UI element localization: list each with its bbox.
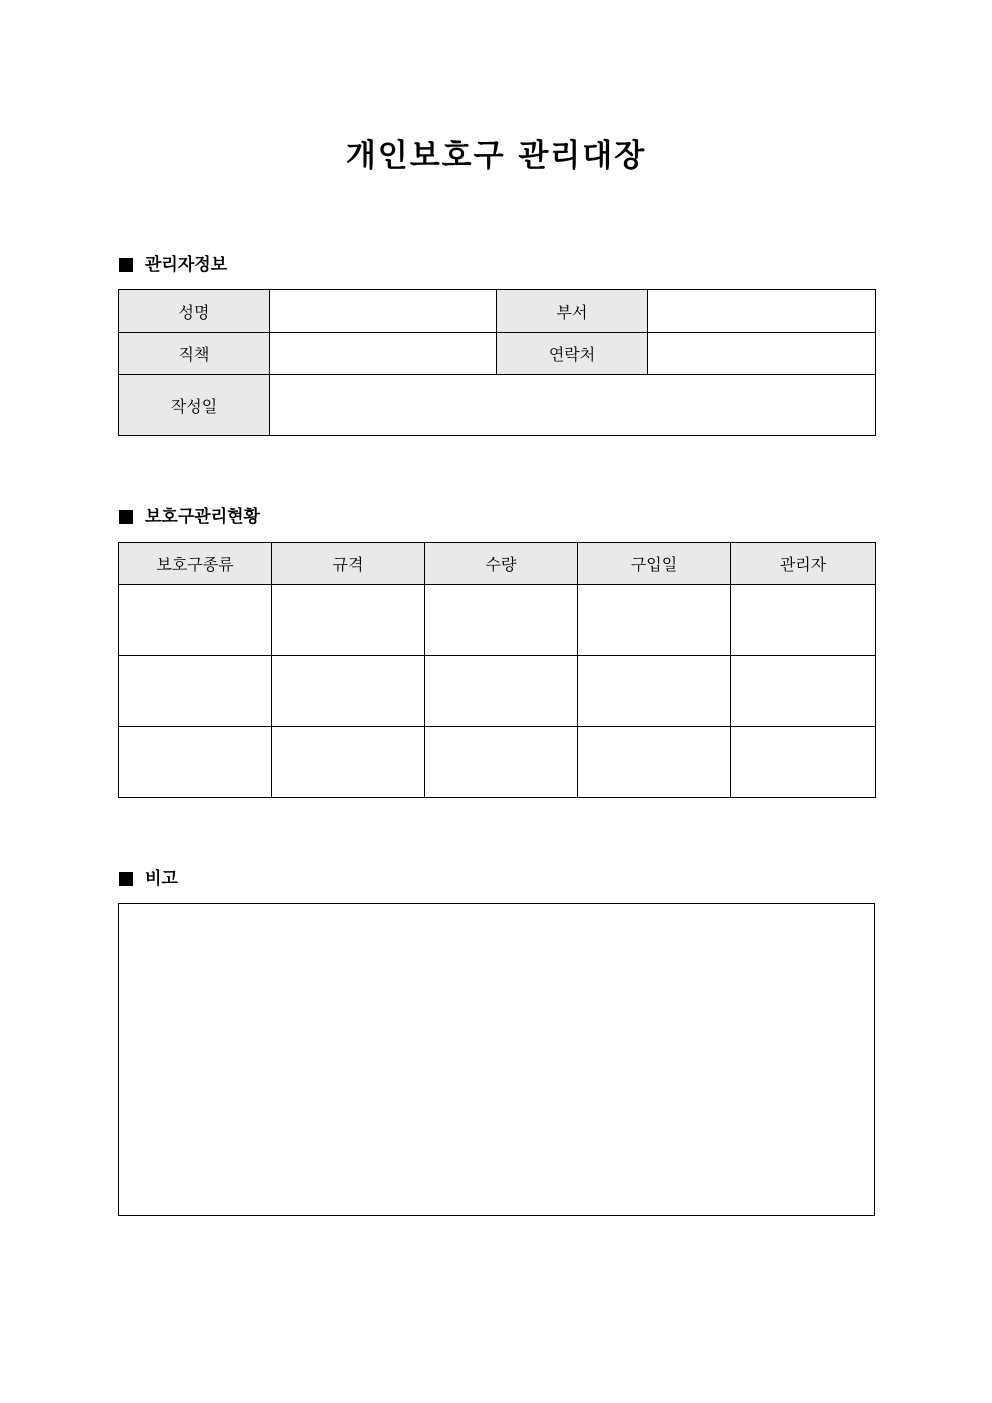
table-row <box>119 727 876 798</box>
table-cell[interactable] <box>119 656 272 727</box>
column-header-manager: 관리자 <box>731 543 876 585</box>
manager-info-heading-text: 관리자정보 <box>145 255 228 275</box>
position-field[interactable] <box>270 333 497 375</box>
equipment-status-heading-text: 보호구관리현황 <box>145 507 260 527</box>
table-cell[interactable] <box>272 585 425 656</box>
name-field[interactable] <box>270 290 497 333</box>
table-cell[interactable] <box>272 656 425 727</box>
square-bullet-icon <box>119 510 133 524</box>
remarks-field[interactable] <box>118 903 875 1216</box>
contact-field[interactable] <box>648 333 876 375</box>
square-bullet-icon <box>119 872 133 886</box>
column-header-spec: 규격 <box>272 543 425 585</box>
table-cell[interactable] <box>578 727 731 798</box>
equipment-status-table <box>118 542 876 798</box>
manager-info-table <box>118 289 876 436</box>
table-cell[interactable] <box>119 727 272 798</box>
table-cell[interactable] <box>731 727 876 798</box>
date-field[interactable] <box>270 375 876 436</box>
table-cell[interactable] <box>272 727 425 798</box>
column-header-quantity: 수량 <box>425 543 578 585</box>
date-label: 작성일 <box>119 375 270 436</box>
contact-label: 연락처 <box>497 333 648 375</box>
table-cell[interactable] <box>425 727 578 798</box>
table-cell[interactable] <box>731 585 876 656</box>
department-field[interactable] <box>648 290 876 333</box>
square-bullet-icon <box>119 258 133 272</box>
table-row <box>119 656 876 727</box>
department-label: 부서 <box>497 290 648 333</box>
table-row <box>119 585 876 656</box>
table-cell[interactable] <box>425 656 578 727</box>
table-cell[interactable] <box>731 656 876 727</box>
table-cell[interactable] <box>425 585 578 656</box>
equipment-status-heading <box>119 505 260 529</box>
table-cell[interactable] <box>578 656 731 727</box>
table-cell[interactable] <box>119 585 272 656</box>
position-label: 직책 <box>119 333 270 375</box>
remarks-heading <box>119 867 178 891</box>
document-title: 개인보호구 관리대장 <box>345 138 647 174</box>
manager-info-heading <box>119 253 227 277</box>
column-header-purchase-date: 구입일 <box>578 543 731 585</box>
table-cell[interactable] <box>578 585 731 656</box>
column-header-type: 보호구종류 <box>119 543 272 585</box>
remarks-heading-text: 비고 <box>145 869 178 889</box>
name-label: 성명 <box>119 290 270 333</box>
